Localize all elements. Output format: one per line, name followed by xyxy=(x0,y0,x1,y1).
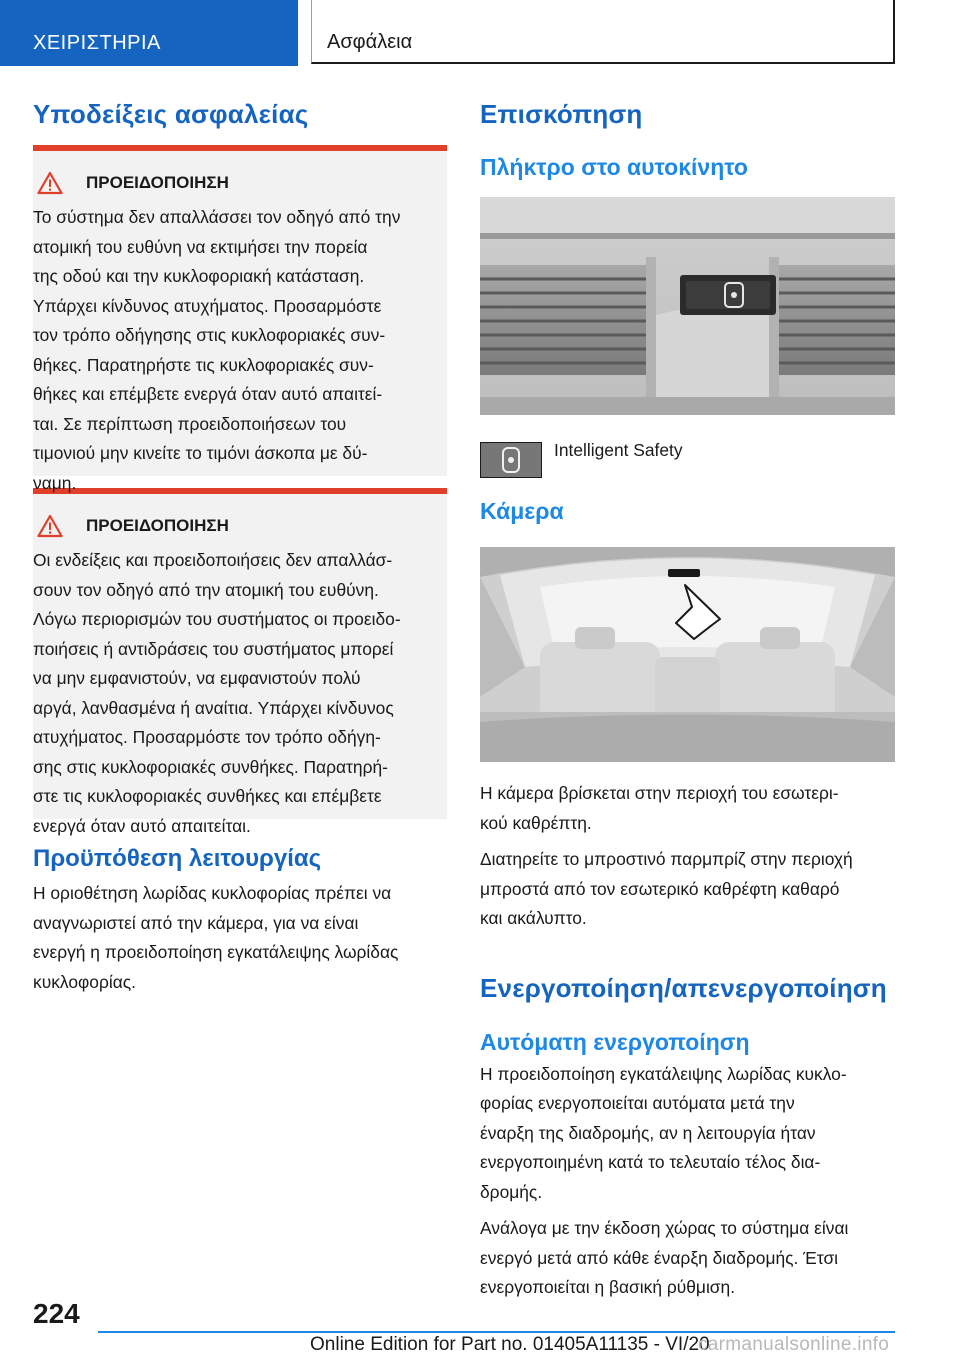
intelligent-safety-label: Intelligent Safety xyxy=(554,440,683,460)
edition-text: Online Edition for Part no. 01405A11135 - VI/20 xyxy=(310,1334,710,1355)
left-column xyxy=(33,96,447,997)
safety-notes-heading: Υποδείξεις ασφαλείας xyxy=(33,99,309,129)
intelligent-safety-icon xyxy=(481,443,541,477)
car-interior-image xyxy=(480,547,895,762)
activation-heading: Ενεργοποίηση/απενεργοποίηση xyxy=(480,972,887,1003)
chapter-title: Ασφάλεια xyxy=(327,31,413,53)
watermark: carmanualsonline.info xyxy=(698,1334,890,1355)
dashboard-button-photo xyxy=(480,197,895,415)
warning-title-text-1: ΠΡΟΕΙΔΟΠΟΙΗΣΗ xyxy=(86,173,229,192)
camera-location-photo xyxy=(480,547,895,762)
camera-heading: Κάμερα xyxy=(480,498,564,524)
warning-triangle-icon xyxy=(37,514,63,538)
overview-heading: Επισκόπηση xyxy=(480,99,643,129)
chapter-header xyxy=(311,0,895,64)
section-tab-label: ΧΕΙΡΙΣΤΗΡΙΑ xyxy=(33,32,161,54)
auto-activation-heading: Αυτόματη ενεργοποίηση xyxy=(480,1028,750,1055)
right-column xyxy=(480,96,895,1303)
prerequisite-heading: Προϋπόθεση λειτουργίας xyxy=(33,845,322,872)
auto-activation-text: Η προειδοποίηση εγκατάλειψης λωρίδας κυκλο- φορίας ενεργοποιείται αυτόματα μετά την έναρξη της διαδρομής, αν η λειτουργία ήταν ενεργοποιημένη κατά το τελευταίο τέλος δια- δρομής. xyxy=(480,1063,847,1202)
warning-title-2 xyxy=(37,512,447,540)
section-tab[interactable] xyxy=(0,0,298,66)
footer-divider xyxy=(98,1331,895,1333)
warning-box-1 xyxy=(33,145,447,493)
warning-box-2 xyxy=(33,488,447,836)
camera-location-text: Η κάμερα βρίσκεται στην περιοχή του εσωτερι- κού καθρέπτη. xyxy=(480,783,839,833)
intelligent-safety-button[interactable] xyxy=(480,442,542,478)
camera-keep-clear-text: Διατηρείτε το μπροστινό παρμπρίζ στην περιοχή μπροστά από τον εσωτερικό καθρέφτη καθαρό και ακάλυπτο. xyxy=(480,849,853,928)
warning-triangle-icon xyxy=(37,171,63,195)
warning-text-2: Οι ενδείξεις και προειδοποιήσεις δεν απαλλάσ- σουν τον οδηγό από την ατομική του ευθύνη. Λόγω περιορισμών του συστήματος οι προειδο- ποιήσεις ή αντιδράσεις του συστήματος μπορεί να μην εμφανιστούν, να εμφανιστούν πολύ αργά, λανθασμένα ή αναίτια. Υπάρχει κίνδυνος ατυχήματος. Προσαρμόστε τον τρόπο οδήγη- σης στις κυκλοφοριακές συνθήκες. Παρατηρή- στε τις κυκλοφοριακές συνθήκες και επέμβετε ενεργά όταν αυτό απαιτείται. xyxy=(33,550,401,836)
button-in-vehicle-heading: Πλήκτρο στο αυτοκίνητο xyxy=(480,154,748,180)
dashboard-image xyxy=(480,197,895,415)
prerequisite-text: Η οριοθέτηση λωρίδας κυκλοφορίας πρέπει να αναγνωριστεί από την κάμερα, για να είναι ενεργή η προειδοποίηση εγκατάλειψης λωρίδας κυκλοφορίας. xyxy=(33,883,399,992)
warning-title-1 xyxy=(37,169,447,197)
warning-title-text-2: ΠΡΟΕΙΔΟΠΟΙΗΣΗ xyxy=(86,516,229,535)
country-version-text: Ανάλογα με την έκδοση χώρας το σύστημα είναι ενεργό μετά από κάθε έναρξη διαδρομής. Έτσι ενεργοποιείται η βασική ρύθμιση. xyxy=(480,1218,849,1297)
warning-text-1: Το σύστημα δεν απαλλάσσει τον οδηγό από την ατομική του ευθύνη να εκτιμήσει την πορεία της οδού και την κυκλοφοριακή κατάσταση. Υπάρχει κίνδυνος ατυχήματος. Προσαρμόστε τον τρόπο οδήγησης στις κυκλοφοριακές συν- θήκες. Παρατηρήστε τις κυκλοφοριακές συν- θήκες και επέμβετε ενεργά όταν αυτό απαιτεί- ται. Σε περίπτωση προειδοποιήσεων του τιμονιού μην κινείτε το τιμόνι άσκοπα με δύ- ναμη. xyxy=(33,207,401,493)
page-number: 224 xyxy=(33,1298,80,1329)
button-symbol-row xyxy=(480,436,895,496)
